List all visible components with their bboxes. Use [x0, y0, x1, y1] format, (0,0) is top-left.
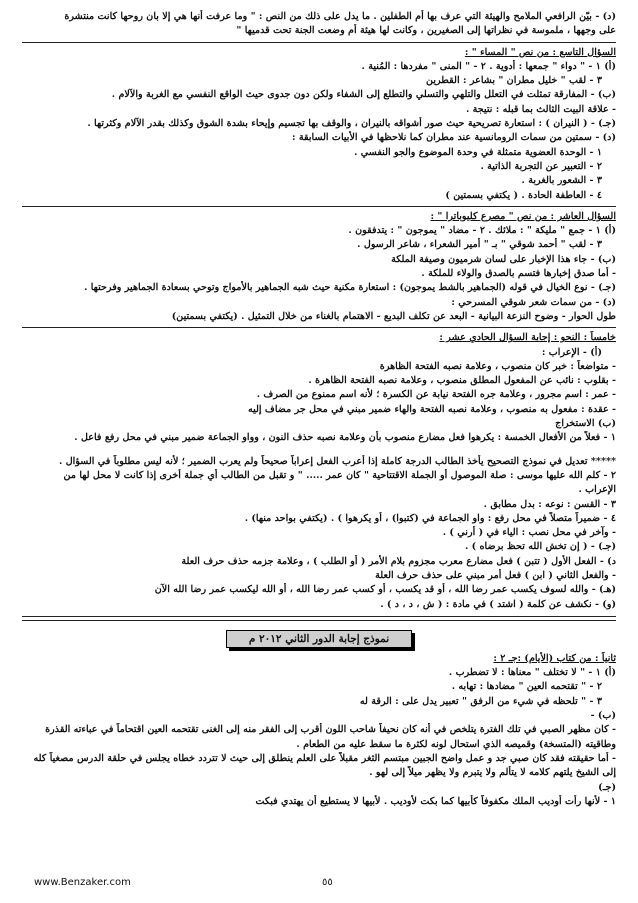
section-heading: السؤال العاشر : من نص " مصرع كليوباترا " : [430, 210, 616, 222]
text-line: - عقدة : مفعول به منصوب ، وعلامة نصبه الفتحة والهاء ضمير مبني في محل جر مضاف إليه [247, 403, 616, 415]
text-line: د) - الفعل الأول ( تتبن ) فعل مضارع معرب مجزوم بلام الأمر ( أو الطلب ) ، وعلامة جزمه حذف حرف العلة [181, 555, 616, 567]
text-line: ***** تعديل في نموذج التصحيح يأخذ الطالب الدرجة كاملة إذا أعرب الفعل إعراباً صحيحاً ولم يعرب الضمير ؛ لأنه ليس مطلوباً في السؤال . [59, 455, 616, 467]
text-line: (ب) - [590, 710, 616, 722]
section-heading: خامساً : النحو : إجابة السؤال الحادي عشر : [439, 332, 616, 344]
exam-session-banner: نموذج إجابة الدور الثاني ٢٠١٢ م [226, 630, 412, 648]
spacer [22, 446, 616, 455]
page-footer [22, 877, 616, 893]
text-line: ٤ - ضميراً متصلاً في محل رفع : واو الجماعة في (كتبوا) ، أو يكرهوا ) . (يكتفي بواحد منها) . [244, 512, 616, 524]
divider [22, 42, 616, 43]
section-heading: ثانياً : من كتاب (الأيام) :جـ ٢ : [493, 652, 616, 664]
text-line: - علاقة البيت الثالث بما قبله : نتيجة . [465, 103, 616, 115]
text-line: (أ) ١ - " دواء " جمعها : أدوية . ٢ - " المنى " مفردها : المُنية . [361, 60, 616, 72]
text-line: الإعراب . [578, 484, 616, 496]
text-line: ٣ - " تلحظه في شيء من الرفق " تعبير يدل على : الرقة له [359, 695, 602, 707]
correction-notes [22, 455, 616, 612]
text-line: إلى الشيخ يلتهم كلامه لا يتألم ولا يتبرم ولا يظهر ميلاً إلى لهو . [369, 767, 616, 779]
question-10 [22, 210, 616, 324]
text-line: (و) - نكشف عن كلمة ( اشتد ) في مادة : ( ش ، د ، د ) . [380, 598, 616, 610]
text-line: ٢ - التعبير عن التجربة الذاتية . [480, 160, 602, 172]
text-line: ٣ - الشعور بالغربة . [521, 175, 602, 187]
text-line: (د) - من سمات شعر شوقي المسرحي : [451, 296, 616, 308]
text-line: ٣ - القسن : نوعه : بدل مطابق . [483, 498, 616, 510]
text-line: (ب) الاستخراج [555, 418, 616, 430]
website-link[interactable]: www.Benzaker.com [34, 877, 131, 888]
part-2-al-ayyam [22, 652, 616, 809]
text-line: ٢ - كلم الله عليها موسى : صلة الموصول أو الجملة الاقتتاحية " كان عمر ..... " و تقبل من الطالب أي جملة أخرى إذا كانت لا محل لها من [63, 469, 616, 481]
text-line: (جـ) - ( النيران ) : استعارة تصريحية حيث صور أشواقه بالنيران ، والوقف بها تجسيم وإيحاء بشدة الشوق وكذلك بقدر الآلام وكثرتها . [87, 118, 616, 130]
text-line: ١ - الوحدة العضوية متمثلة في وحدة الموضوع والجو النفسي . [354, 146, 602, 158]
text-line: (أ) - الإعراب : [541, 346, 602, 358]
text-line: (أ) ١ - " لا تختلف " معناها : لا تضطرب . [448, 667, 616, 679]
question-9 [22, 46, 616, 203]
text-line: - وآخر في محل نصب : الياء في ( أرني ) . [442, 527, 616, 539]
text-line: ١ - لأنها رأت أوديب الملك مكفوفاً كأبيها كما بكت لأوديب . لأبيها لا يستطيع أن يهتدي فبكت [255, 795, 616, 807]
text-line: (هـ) - والله لسوف يكسب عمر رضا الله ، أو قد يكسب ، أو كسب عمر رضا الله ، أو الله ليكسب عمر رضا الله الآن [154, 584, 616, 596]
banner-wrap [22, 627, 616, 647]
text-line: - بقلوب : نائب عن المفعول المطلق منصوب ، وعلامة نصبه الفتحة الظاهرة . [308, 375, 616, 387]
text-line: - أما صدق إخبارها فتسم بالصدق والولاء للملكة . [421, 268, 616, 280]
part-5-grammar [22, 331, 616, 445]
text-line: ٣ - لقب " خليل مطران " بشاعر : القطرين [426, 75, 602, 87]
text-line: (جـ) - نوع الخيال في قوله (الجماهير بالشط يموجون) : استعارة مكنية حيث شبه الجماهير بالأمواج وتوحي بسعادة الجماهير وفرحتها . [84, 282, 616, 294]
text-line: (أ) ١ - جمع " مليكة " : ملائك . ٢ - مضاد " يموجون " : يتدفقون . [348, 225, 616, 237]
text-line: (جـ) - ( إن تخش الله تحظ برضاه ) . [464, 541, 616, 553]
text-line: ٣ - لقب " أحمد شوقي " بـ " أمير الشعراء ، شاعر الرسول . [357, 239, 602, 251]
divider [22, 327, 616, 328]
text-line: - متواضعاً : خبر كان منصوب ، وعلامة نصبه الفتحة الظاهرة [379, 360, 616, 372]
text-line: (جـ) [598, 781, 616, 793]
double-divider [22, 616, 616, 621]
section-a [22, 10, 616, 39]
text-line: - كان مظهر الصبي في تلك الفترة يتلخص في أنه كان نحيفاً شاحب اللون أقرب إلى الفقر منه إلى الغنى تقتحمه العين اقتحاماً في عباءته القذرة [45, 724, 616, 736]
text-line: ٤ - العاطفة الحادة . ( يكتفي بسمتين ) [445, 189, 602, 201]
text-line: (د) - بيّن الرافعي الملامح والهيئة التي عرف بها أم الطفلين . ما يدل على ذلك من النص : " وما عرفت أنها هي إلا بان روحها كانت منتشرة [64, 11, 616, 22]
text-line: على وجهها ، ملموسة في نظراتها إلى الصغيرين ، وكانت لها هيئة أم وضعت الجنة تحت قدميها " [236, 25, 616, 37]
page-number: ٥٥ [322, 877, 333, 888]
text-line: طول الحوار - وضوح النزعة البيانية - البعد عن تكلف البديع - الاهتمام بالغناء من خلال التمثيل . (يكتفي بسمتين) [171, 310, 616, 322]
text-line: (د) - سمتين من سمات الرومانسية عند مطران كما نلاحظها في الأبيات السابقة : [291, 132, 616, 144]
text-line: (ب) - المفارقة تمثلت في التعلل والتلهي والتسلي والتطلع إلى الشفاء ولكن دون جدوى حيث الواقع النفسي مع الغربة والآلام . [111, 89, 616, 101]
divider [22, 206, 616, 207]
text-line: - والفعل الثاني ( ابن ) فعل أمر مبني على حذف حرف العلة [375, 569, 616, 581]
section-heading: السؤال التاسع : من نص " المساء " : [464, 46, 616, 58]
text-line: وطاقيته (المتسخة) وقميصه الذي استحال لونه لكثرة ما سقط عليه من الطعام . [296, 738, 616, 750]
text-line: ١ - فعلاً من الأفعال الخمسة : يكرهوا فعل مضارع منصوب بأن وعلامة نصبه حذف النون ، وواو الجماعة ضمير مبني في محل رفع فاعل . [74, 432, 616, 444]
text-line: ٢ - " تقتحمه العين " مضادها : تهابه . [451, 681, 602, 693]
text-line: - أما حقيقته فقد كان صبي جد و عمل واضح الجبين مبتسم الثغر مقبلاً على العلم ينطلق إلى حيث لا تتردد خطاه يجلس في حلقة الدرس مصغياً كله [33, 752, 616, 764]
text-line: (ب) - جاء هذا الإخبار على لسان شرميون وصيفة الملكة [391, 253, 616, 265]
text-line: - عمر : اسم مجرور ، وعلامة جره الفتحة نيابة عن الكسرة ؛ لأنه اسم ممنوع من الصرف . [256, 389, 616, 401]
